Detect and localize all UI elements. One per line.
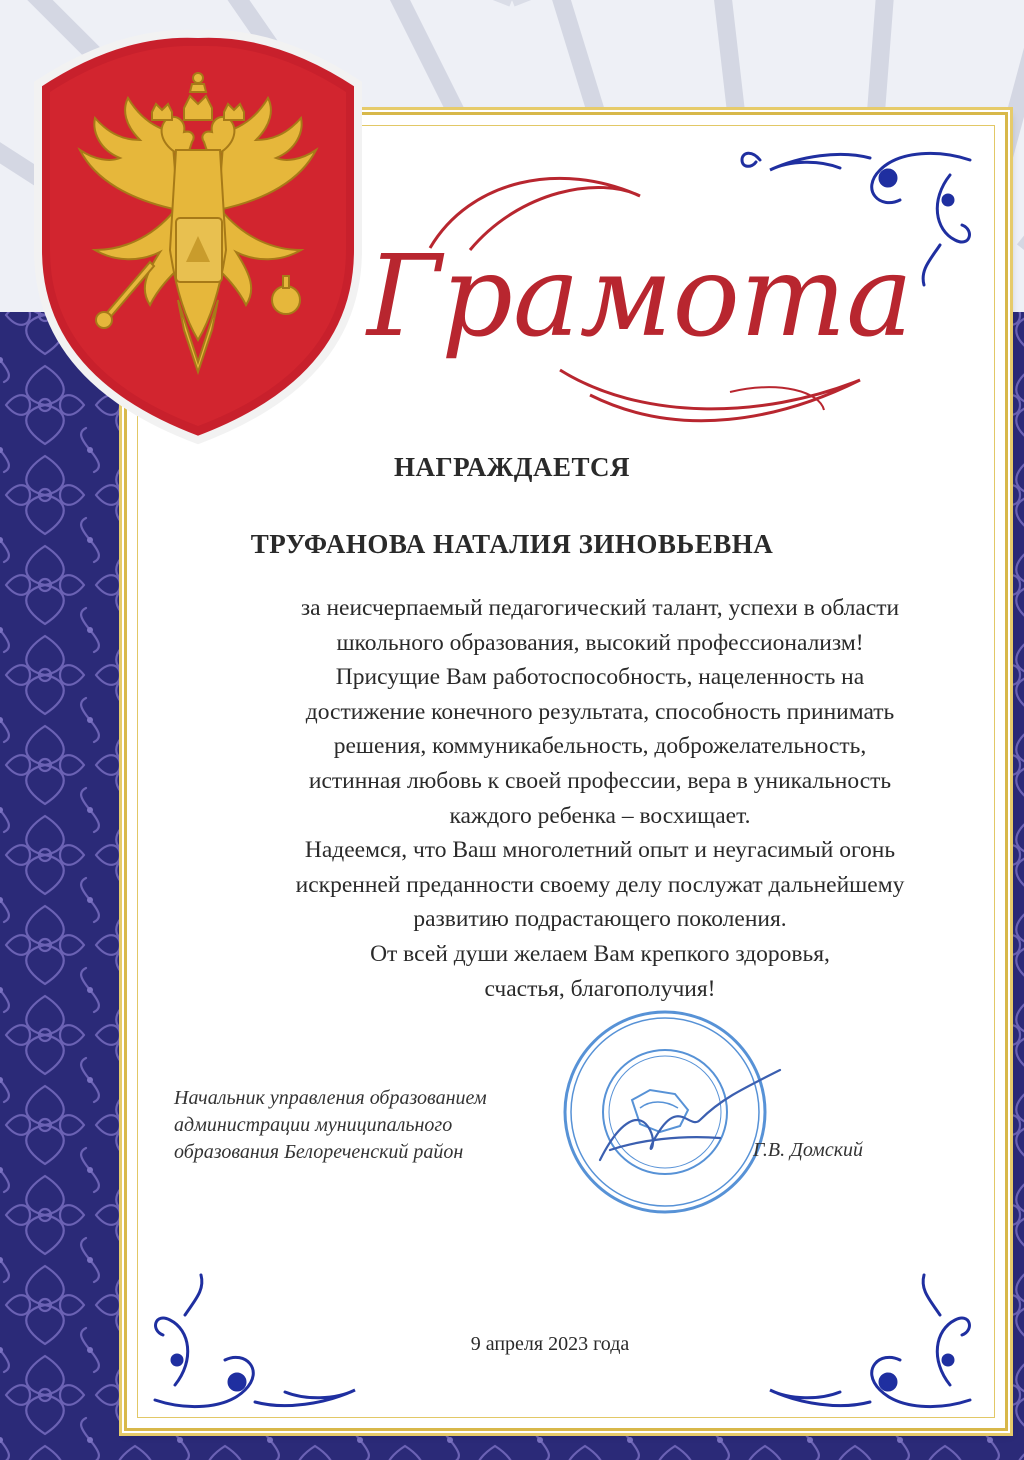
body-line: истинная любовь к своей профессии, вера в уникальность bbox=[308, 767, 892, 794]
signatory-title-line: администрации муниципального bbox=[174, 1114, 453, 1136]
body-line: достижение конечного результата, способность принимать bbox=[305, 698, 895, 725]
certificate-title: Грамота bbox=[367, 232, 913, 362]
signatory-name: Г.В. Домский bbox=[753, 1139, 864, 1161]
body-line: От всей души желаем Вам крепкого здоровья, bbox=[370, 940, 830, 967]
body-line: искренней преданности своему делу послужат дальнейшему bbox=[295, 871, 905, 898]
body-line: школьного образования, высокий профессионализм! bbox=[336, 629, 864, 656]
signatory-title-line: Начальник управления образованием bbox=[174, 1087, 487, 1109]
certificate-date: 9 апреля 2023 года bbox=[470, 1333, 630, 1355]
awarded-label: НАГРАЖДАЕТСЯ bbox=[393, 452, 630, 482]
recipient-name: ТРУФАНОВА НАТАЛИЯ ЗИНОВЬЕВНА bbox=[250, 529, 774, 559]
signatory-title bbox=[174, 1085, 487, 1166]
body-line: Надеемся, что Ваш многолетний опыт и неугасимый огонь bbox=[304, 837, 896, 864]
body-line: каждого ребенка – восхищает. bbox=[449, 802, 751, 829]
body-line: за неисчерпаемый педагогический талант, успехи в области bbox=[300, 595, 900, 621]
body-line: Присущие Вам работоспособность, нацеленность на bbox=[335, 664, 865, 691]
certificate-body bbox=[160, 591, 1024, 1006]
body-line: счастья, благополучия! bbox=[484, 975, 716, 1002]
body-line: развитию подрастающего поколения. bbox=[413, 906, 787, 933]
signatory-title-line: образования Белореченский район bbox=[174, 1141, 464, 1163]
body-line: решения, коммуникабельность, доброжелательность, bbox=[333, 733, 867, 760]
